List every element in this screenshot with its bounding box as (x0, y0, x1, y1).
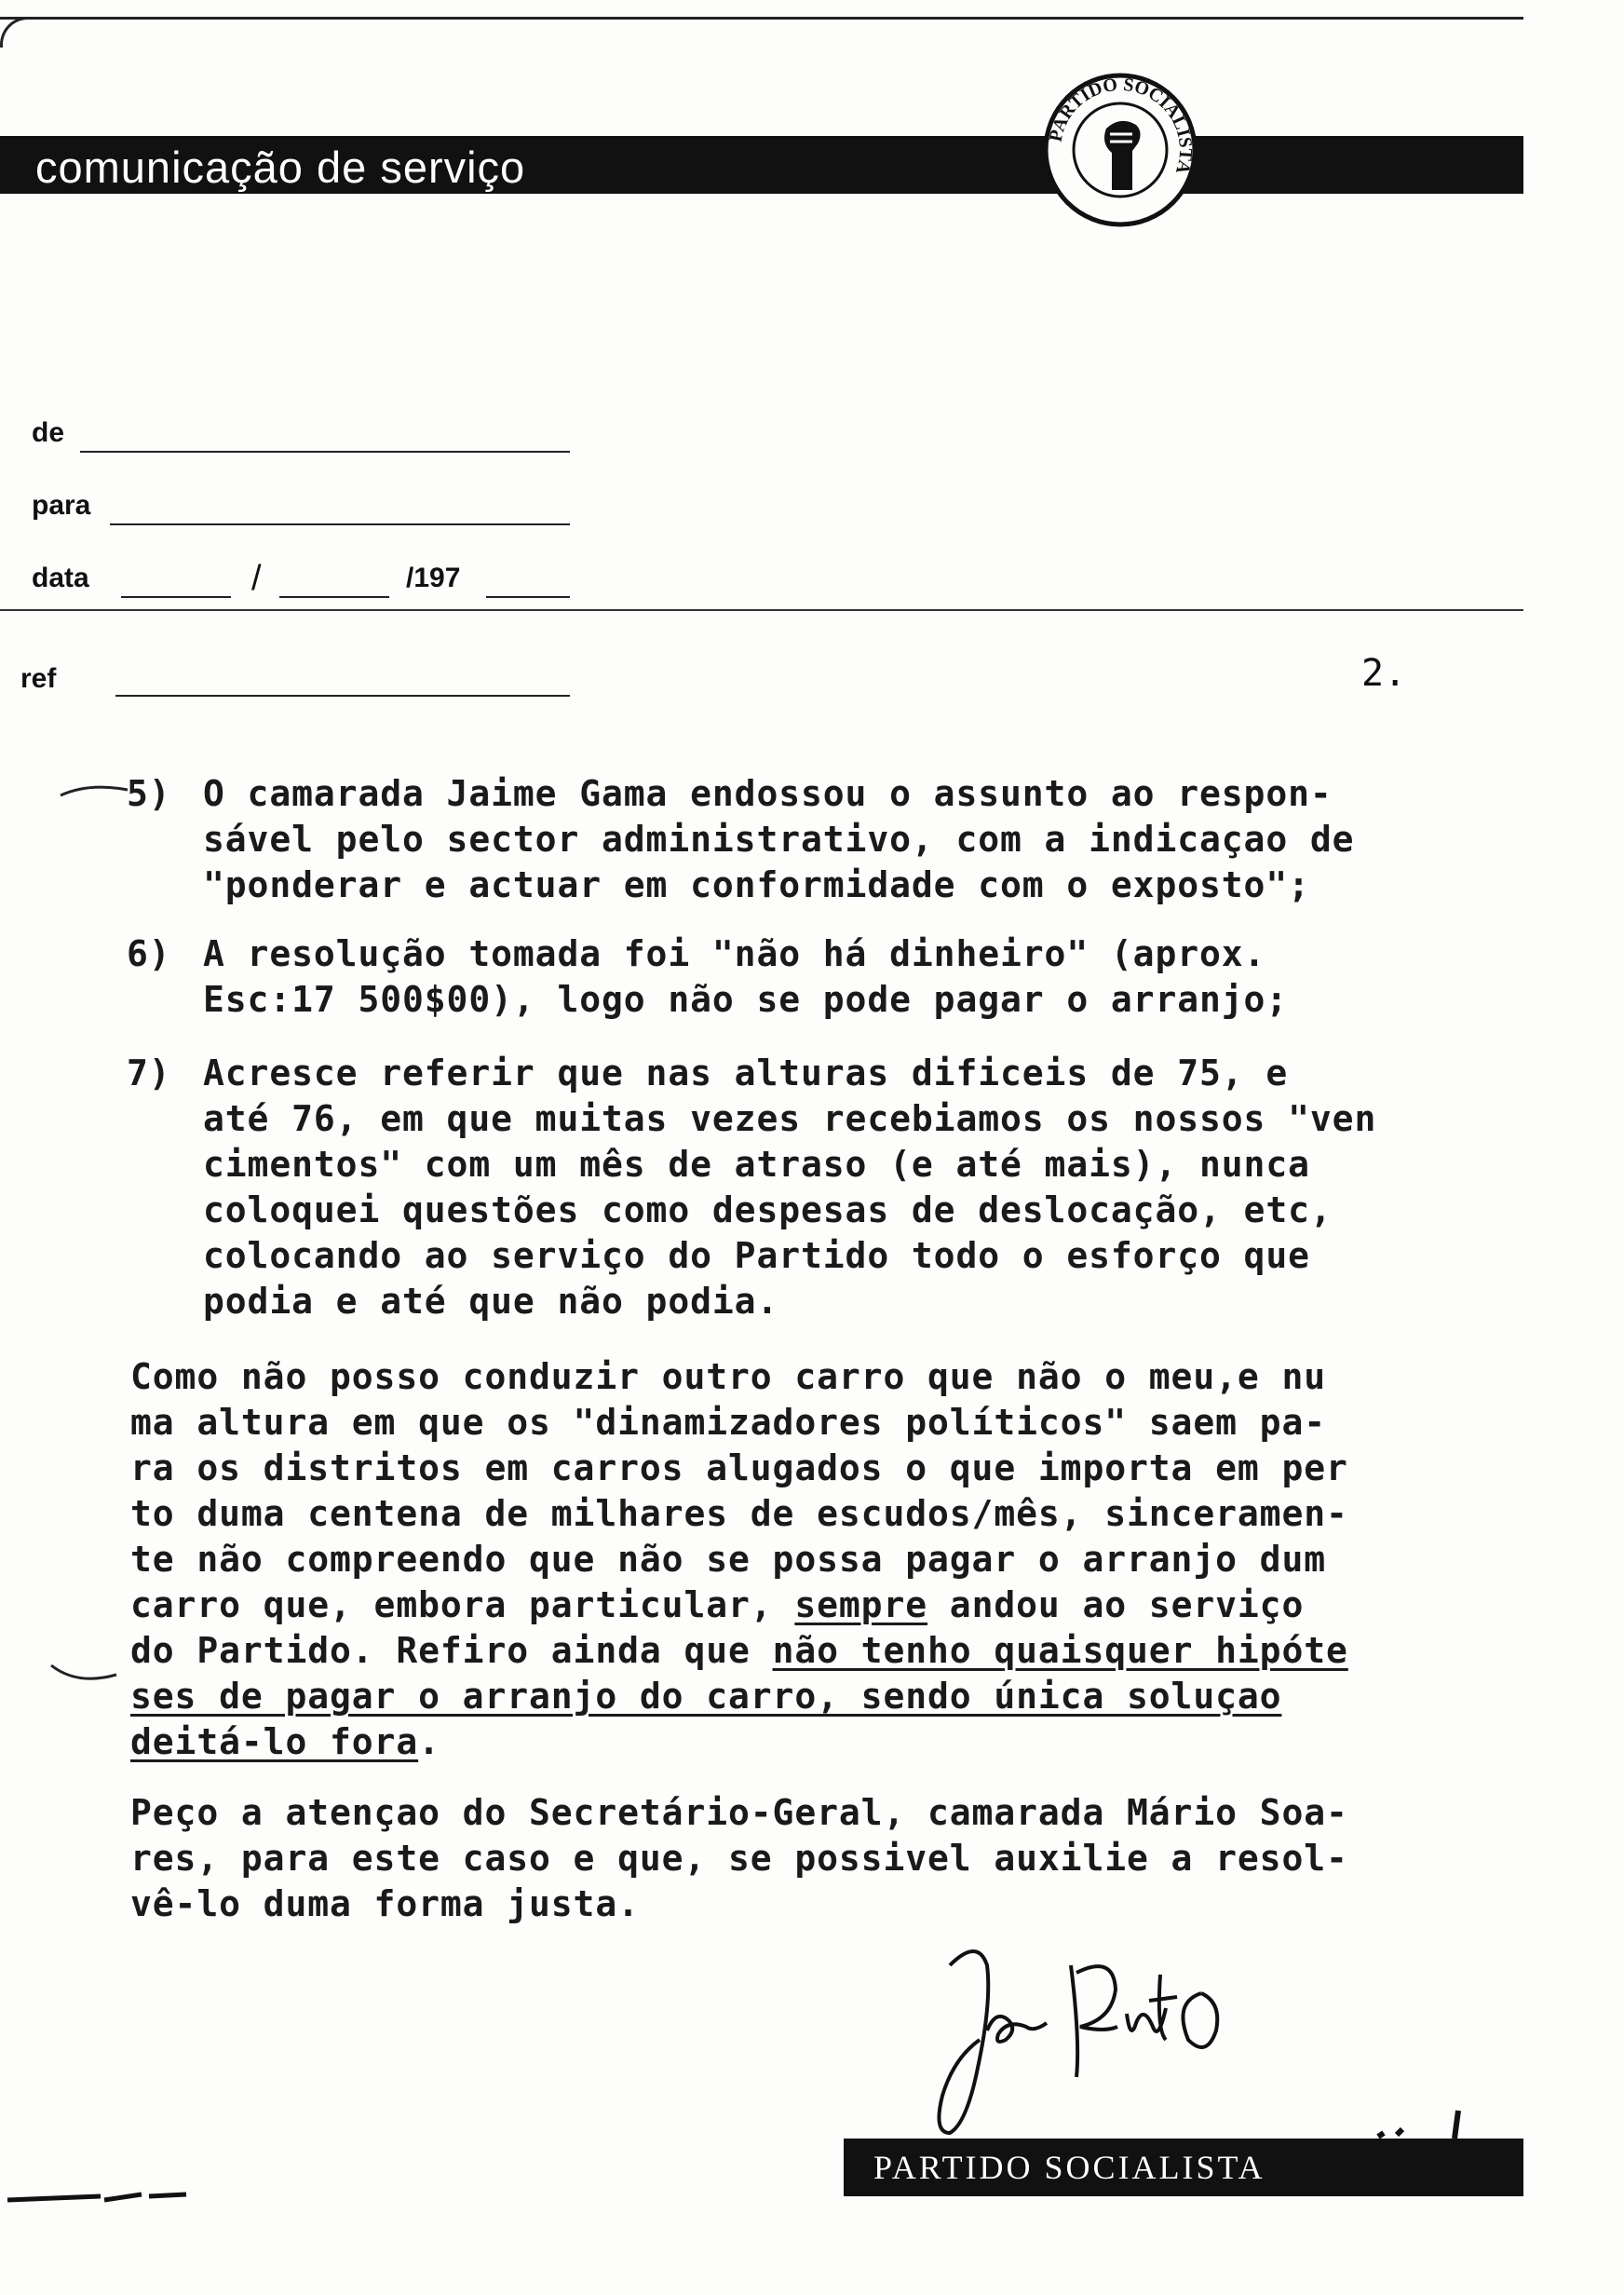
scan-artifact-icon (0, 2185, 205, 2213)
underlined-text: sempre (794, 1584, 928, 1625)
page-number: 2. (1361, 652, 1407, 695)
to-label: para (32, 490, 91, 521)
from-field[interactable] (80, 451, 570, 453)
item-number: 7) (127, 1052, 171, 1093)
item-number: 6) (127, 933, 171, 974)
underlined-text: ses de pagar o arranjo do carro, sendo única soluçao (130, 1676, 1282, 1717)
body-paragraph: Peço a atençao do Secretário-Geral, camarada Mário Soa- res, para este caso e que, se possivel auxilie a resol- vê-lo duma forma justa. (130, 1792, 1348, 1924)
ink-mark-icon (1369, 2101, 1481, 2142)
date-day-field[interactable] (121, 596, 231, 598)
to-field[interactable] (110, 523, 570, 525)
date-month-field[interactable] (279, 596, 389, 598)
ref-field[interactable] (115, 695, 570, 697)
party-logo-icon (1041, 71, 1199, 229)
svg-text:PARTIDO SOCIALISTA: PARTIDO SOCIALISTA (1045, 74, 1197, 177)
item-number: 5) (127, 773, 171, 814)
ref-label: ref (20, 663, 57, 694)
form-divider (0, 609, 1523, 611)
header-title: comunicação de serviço (35, 143, 526, 192)
body-paragraph: Como não posso conduzir outro carro que não o meu,e nu ma altura em que os "dinamizadores políticos" saem pa- ra os distritos em carros alugados o que importa em per to duma centena de milhares de escudos/mês, sinceramen- te não compreendo que não se possa pagar o arranjo dum carro que, embora particular, sempre andou ao serviço do Partido. Refiro ainda que não tenho quaisquer hipóte ses de pagar o arranjo do carro, sendo única soluçao deitá-lo fora. (130, 1356, 1348, 1762)
top-border-line (0, 17, 1523, 20)
list-item: O camarada Jaime Gama endossou o assunto ao respon- sável pelo sector administrativo, com a indicaçao de "ponderar e actuar em conformidade com o exposto"; (203, 773, 1355, 905)
signature (922, 1928, 1257, 2142)
margin-mark-icon (47, 1658, 130, 1695)
date-label: data (32, 563, 89, 593)
from-label: de (32, 417, 65, 448)
list-item: Acresce referir que nas alturas dificeis de 75, e até 76, em que muitas vezes recebiamos os nossos "ven cimentos" com um mês de atraso (e até mais), nunca coloquei questões como despesas de deslocação, etc, colocando ao serviço do Partido todo o esforço que podia e até que não podia. (203, 1052, 1377, 1322)
list-item: A resolução tomada foi "não há dinheiro" (aprox. Esc:17 500$00), logo não se pode pagar o arranjo; (203, 933, 1289, 1020)
underlined-text: não tenho quaisquer hipóte (772, 1630, 1348, 1671)
date-year-field[interactable] (486, 596, 570, 598)
date-separator: / (251, 559, 262, 598)
top-border-corner (0, 17, 31, 48)
footer-party-name: PARTIDO SOCIALISTA (873, 2149, 1265, 2186)
underlined-text: deitá-lo fora (130, 1721, 419, 1762)
date-year-prefix: /197 (406, 563, 461, 593)
